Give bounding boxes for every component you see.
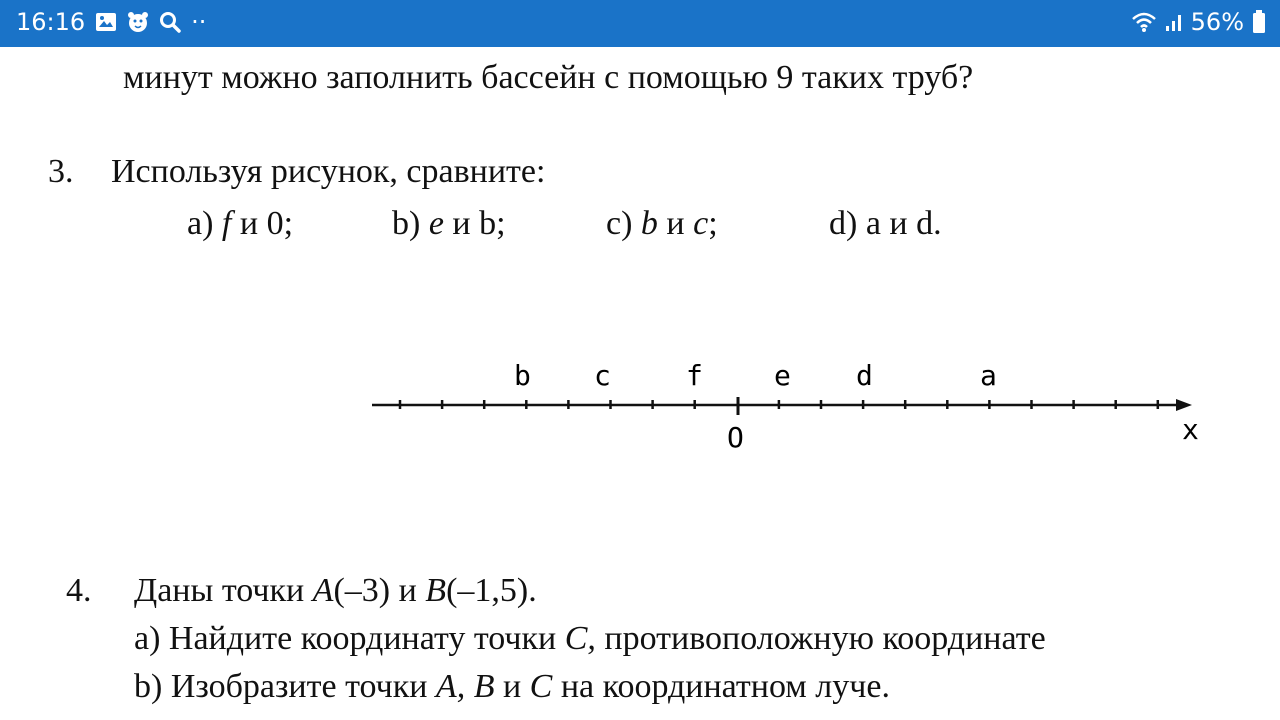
q3-option-d: d) a и d.	[829, 205, 942, 242]
q3-option-b: b) e и b;	[392, 205, 506, 242]
status-time: 16:16	[16, 8, 86, 36]
signal-icon	[1165, 12, 1183, 32]
question-4-line-2: a) Найдите координату точки C, противоположную координате	[134, 620, 1046, 657]
point-label-b: b	[514, 359, 531, 392]
point-label-a: a	[980, 359, 997, 392]
question-4-number: 4.	[66, 572, 92, 609]
battery-icon	[1252, 10, 1266, 34]
question-3-number: 3.	[48, 153, 74, 190]
q3-option-a: a) f и 0;	[187, 205, 294, 242]
search-icon	[159, 11, 181, 33]
q3-option-c: c) b и c;	[606, 205, 718, 242]
origin-label: O	[727, 421, 744, 454]
status-right	[1131, 8, 1266, 36]
previous-question-tail: минут можно заполнить бассейн с помощью 9 таких труб?	[123, 59, 974, 96]
question-3-text: Используя рисунок, сравните:	[111, 153, 546, 190]
point-label-f: f	[686, 359, 703, 392]
tiger-icon	[127, 11, 149, 33]
point-label-c: c	[594, 359, 611, 392]
wifi-icon	[1131, 11, 1157, 33]
document-page	[0, 47, 1280, 720]
number-line-figure	[360, 347, 1220, 477]
point-label-d: d	[856, 359, 873, 392]
status-bar	[0, 0, 1280, 47]
point-label-e: e	[774, 359, 791, 392]
question-4-line-1: Даны точки A(–3) и B(–1,5).	[134, 572, 537, 609]
status-dots: ··	[191, 8, 207, 36]
status-left	[16, 8, 206, 36]
question-4-line-3: b) Изобразите точки A, B и C на координатном луче.	[134, 668, 890, 705]
battery-percent: 56%	[1190, 8, 1244, 36]
axis-label-x: x	[1182, 413, 1199, 446]
gallery-icon	[95, 12, 117, 32]
axis-arrowhead	[1176, 399, 1192, 411]
